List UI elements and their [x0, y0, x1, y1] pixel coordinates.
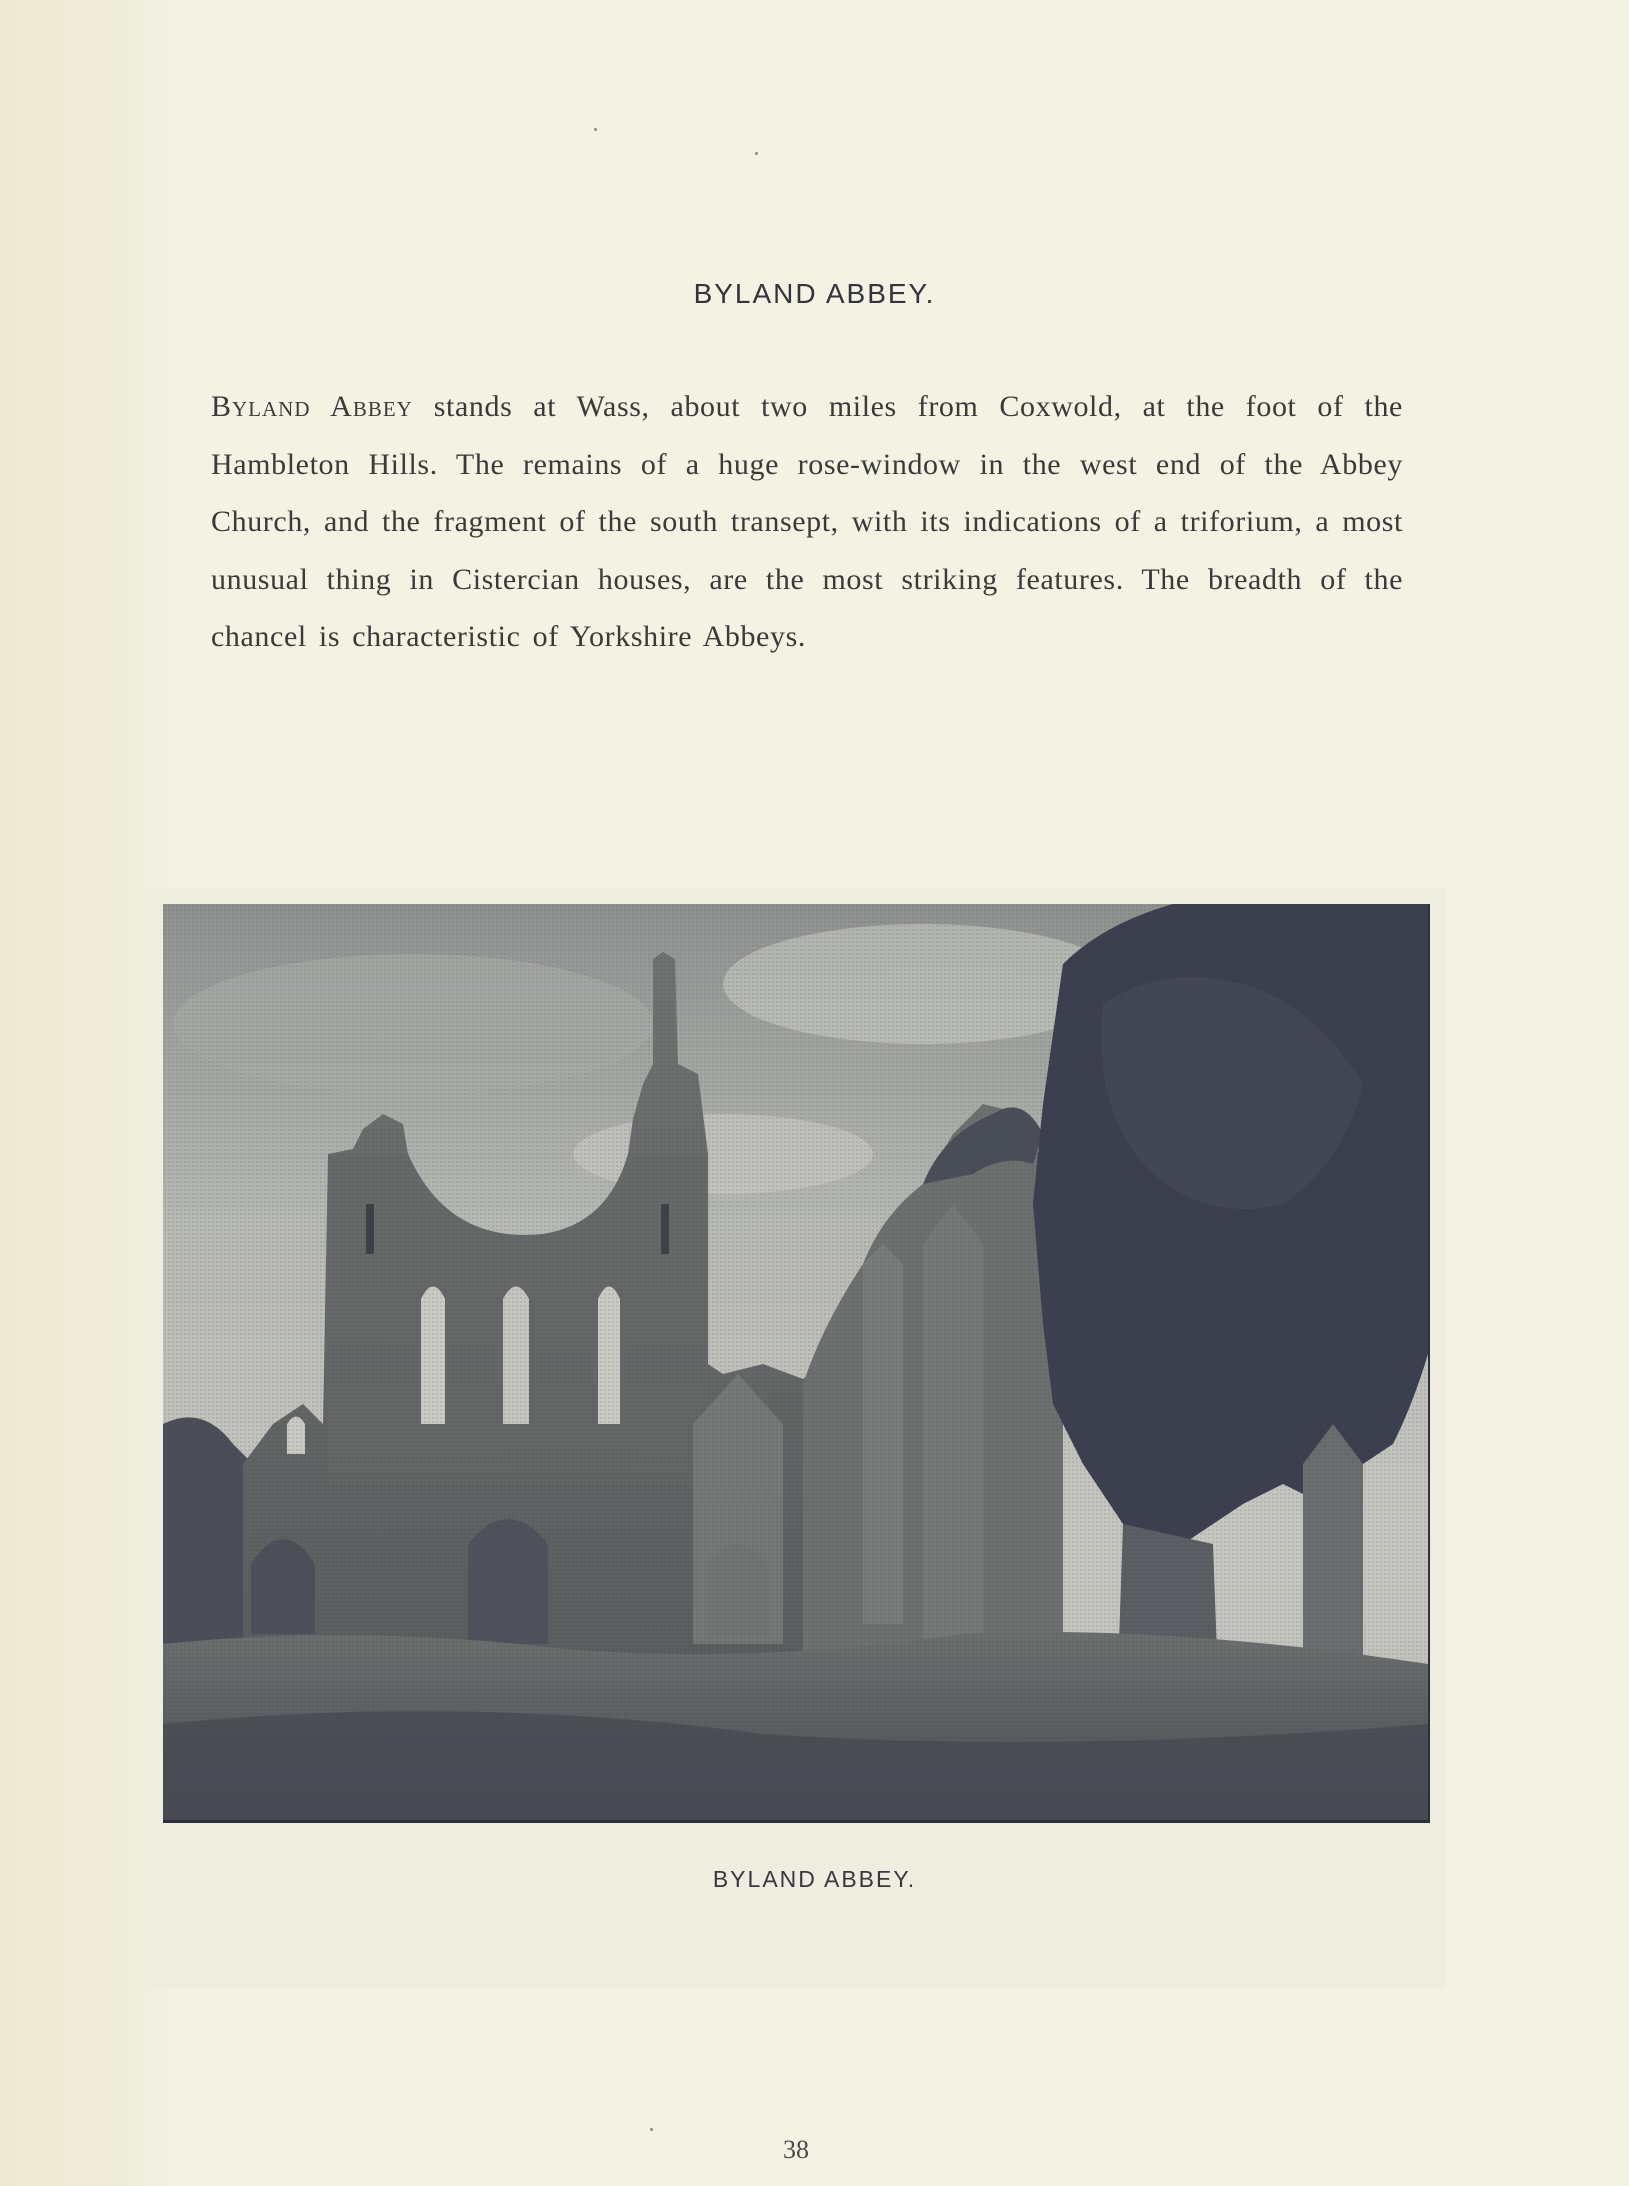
- page-number: 38: [783, 2135, 809, 2164]
- abbey-photograph: [163, 904, 1430, 1823]
- paper-speck: [594, 128, 597, 131]
- paragraph-lead: Byland Abbey: [211, 390, 413, 423]
- paragraph-text: stands at Wass, about two miles from Coxwold, at the foot of the Hambleton Hills. The remains of a huge rose-window in the west end of the Abbey Church, and the fragment of the south transept, with its indications of a triforium, a most unusual thing in Cistercian houses, are the most striking features. The breadth of the chancel is characteristic of Yorkshire Abbeys.: [211, 390, 1403, 653]
- plate-caption: BYLAND ABBEY.: [712, 1866, 917, 1892]
- page-heading: BYLAND ABBEY.: [693, 278, 936, 309]
- paper-speck: [755, 152, 758, 155]
- body-paragraph: [211, 378, 1403, 666]
- paper-speck: [650, 2128, 653, 2131]
